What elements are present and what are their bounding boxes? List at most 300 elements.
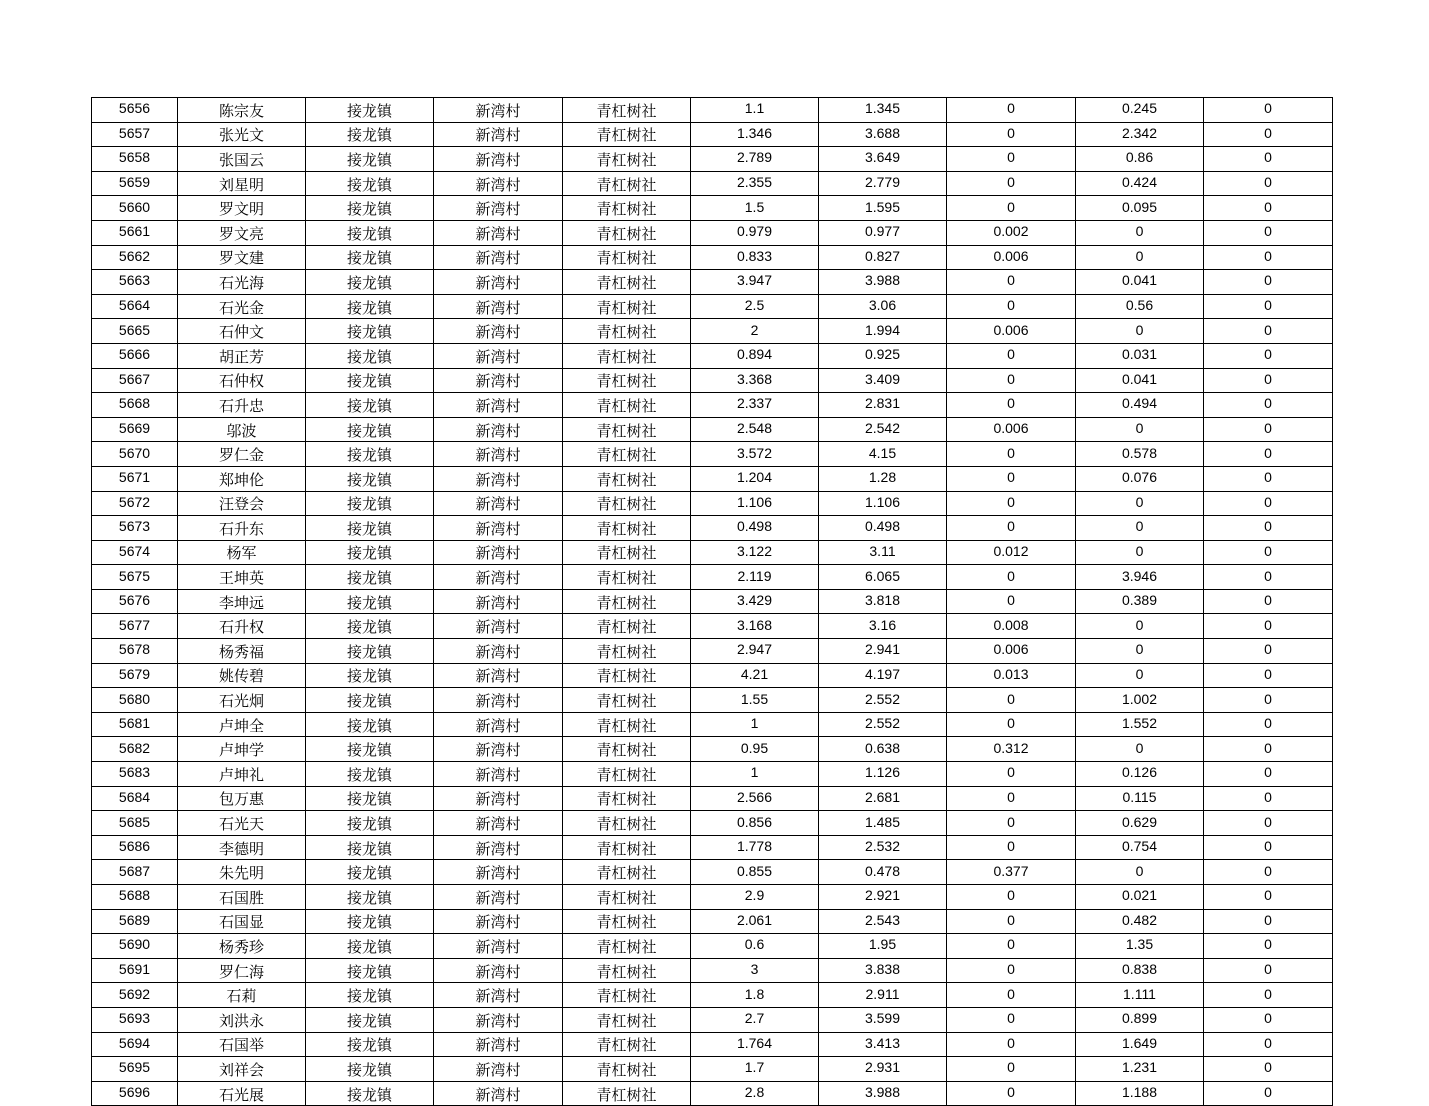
value-b-cell: 2.543 bbox=[819, 909, 947, 934]
value-e-cell: 0 bbox=[1204, 909, 1333, 934]
value-c-cell: 0 bbox=[947, 688, 1076, 713]
value-c-cell: 0 bbox=[947, 466, 1076, 491]
value-a-cell: 1.7 bbox=[691, 1057, 819, 1082]
town-cell: 接龙镇 bbox=[306, 270, 434, 295]
village-cell: 新湾村 bbox=[434, 811, 563, 836]
value-a-cell: 1.106 bbox=[691, 491, 819, 516]
community-cell: 青杠树社 bbox=[563, 343, 691, 368]
village-cell: 新湾村 bbox=[434, 270, 563, 295]
row-id-cell: 5689 bbox=[92, 909, 178, 934]
village-cell: 新湾村 bbox=[434, 417, 563, 442]
row-id-cell: 5675 bbox=[92, 565, 178, 590]
town-cell: 接龙镇 bbox=[306, 491, 434, 516]
community-cell: 青杠树社 bbox=[563, 196, 691, 221]
value-d-cell: 3.946 bbox=[1076, 565, 1204, 590]
value-e-cell: 0 bbox=[1204, 294, 1333, 319]
village-cell: 新湾村 bbox=[434, 712, 563, 737]
village-cell: 新湾村 bbox=[434, 516, 563, 541]
value-c-cell: 0 bbox=[947, 786, 1076, 811]
town-cell: 接龙镇 bbox=[306, 98, 434, 123]
town-cell: 接龙镇 bbox=[306, 688, 434, 713]
name-cell: 石光炯 bbox=[178, 688, 306, 713]
name-cell: 卢坤学 bbox=[178, 737, 306, 762]
community-cell: 青杠树社 bbox=[563, 245, 691, 270]
town-cell: 接龙镇 bbox=[306, 147, 434, 172]
town-cell: 接龙镇 bbox=[306, 835, 434, 860]
value-e-cell: 0 bbox=[1204, 393, 1333, 418]
value-b-cell: 2.552 bbox=[819, 688, 947, 713]
row-id-cell: 5679 bbox=[92, 663, 178, 688]
town-cell: 接龙镇 bbox=[306, 122, 434, 147]
value-b-cell: 3.409 bbox=[819, 368, 947, 393]
community-cell: 青杠树社 bbox=[563, 934, 691, 959]
name-cell: 杨秀福 bbox=[178, 639, 306, 664]
value-e-cell: 0 bbox=[1204, 343, 1333, 368]
value-e-cell: 0 bbox=[1204, 737, 1333, 762]
community-cell: 青杠树社 bbox=[563, 442, 691, 467]
table-row bbox=[92, 958, 1333, 983]
name-cell: 石光海 bbox=[178, 270, 306, 295]
village-cell: 新湾村 bbox=[434, 835, 563, 860]
value-a-cell: 2.119 bbox=[691, 565, 819, 590]
community-cell: 青杠树社 bbox=[563, 122, 691, 147]
town-cell: 接龙镇 bbox=[306, 1007, 434, 1032]
village-cell: 新湾村 bbox=[434, 860, 563, 885]
row-id-cell: 5656 bbox=[92, 98, 178, 123]
town-cell: 接龙镇 bbox=[306, 983, 434, 1008]
value-c-cell: 0 bbox=[947, 762, 1076, 787]
row-id-cell: 5671 bbox=[92, 466, 178, 491]
village-cell: 新湾村 bbox=[434, 245, 563, 270]
value-d-cell: 0.076 bbox=[1076, 466, 1204, 491]
value-e-cell: 0 bbox=[1204, 1081, 1333, 1106]
community-cell: 青杠树社 bbox=[563, 835, 691, 860]
value-d-cell: 0.754 bbox=[1076, 835, 1204, 860]
value-e-cell: 0 bbox=[1204, 98, 1333, 123]
value-e-cell: 0 bbox=[1204, 663, 1333, 688]
table-row bbox=[92, 417, 1333, 442]
name-cell: 张光文 bbox=[178, 122, 306, 147]
name-cell: 杨军 bbox=[178, 540, 306, 565]
value-d-cell: 0.126 bbox=[1076, 762, 1204, 787]
value-d-cell: 1.649 bbox=[1076, 1032, 1204, 1057]
value-a-cell: 2.8 bbox=[691, 1081, 819, 1106]
table-row bbox=[92, 614, 1333, 639]
value-c-cell: 0 bbox=[947, 147, 1076, 172]
value-a-cell: 1.204 bbox=[691, 466, 819, 491]
village-cell: 新湾村 bbox=[434, 639, 563, 664]
value-d-cell: 0.899 bbox=[1076, 1007, 1204, 1032]
value-c-cell: 0 bbox=[947, 491, 1076, 516]
town-cell: 接龙镇 bbox=[306, 762, 434, 787]
name-cell: 石光展 bbox=[178, 1081, 306, 1106]
village-cell: 新湾村 bbox=[434, 1032, 563, 1057]
value-a-cell: 0.855 bbox=[691, 860, 819, 885]
value-b-cell: 1.994 bbox=[819, 319, 947, 344]
value-e-cell: 0 bbox=[1204, 368, 1333, 393]
village-cell: 新湾村 bbox=[434, 368, 563, 393]
table-row bbox=[92, 663, 1333, 688]
town-cell: 接龙镇 bbox=[306, 934, 434, 959]
village-cell: 新湾村 bbox=[434, 737, 563, 762]
value-b-cell: 2.941 bbox=[819, 639, 947, 664]
village-cell: 新湾村 bbox=[434, 98, 563, 123]
town-cell: 接龙镇 bbox=[306, 1057, 434, 1082]
value-c-cell: 0.013 bbox=[947, 663, 1076, 688]
value-e-cell: 0 bbox=[1204, 319, 1333, 344]
value-d-cell: 0 bbox=[1076, 245, 1204, 270]
value-c-cell: 0 bbox=[947, 368, 1076, 393]
row-id-cell: 5691 bbox=[92, 958, 178, 983]
value-c-cell: 0.006 bbox=[947, 319, 1076, 344]
value-b-cell: 4.197 bbox=[819, 663, 947, 688]
value-c-cell: 0 bbox=[947, 171, 1076, 196]
value-a-cell: 3 bbox=[691, 958, 819, 983]
value-c-cell: 0 bbox=[947, 811, 1076, 836]
value-e-cell: 0 bbox=[1204, 958, 1333, 983]
village-cell: 新湾村 bbox=[434, 1007, 563, 1032]
value-b-cell: 2.542 bbox=[819, 417, 947, 442]
table-row bbox=[92, 589, 1333, 614]
row-id-cell: 5695 bbox=[92, 1057, 178, 1082]
row-id-cell: 5668 bbox=[92, 393, 178, 418]
value-a-cell: 0.833 bbox=[691, 245, 819, 270]
village-cell: 新湾村 bbox=[434, 294, 563, 319]
value-a-cell: 3.947 bbox=[691, 270, 819, 295]
value-a-cell: 1.55 bbox=[691, 688, 819, 713]
community-cell: 青杠树社 bbox=[563, 860, 691, 885]
value-a-cell: 2.947 bbox=[691, 639, 819, 664]
community-cell: 青杠树社 bbox=[563, 393, 691, 418]
town-cell: 接龙镇 bbox=[306, 319, 434, 344]
name-cell: 罗文亮 bbox=[178, 220, 306, 245]
value-a-cell: 3.168 bbox=[691, 614, 819, 639]
row-id-cell: 5661 bbox=[92, 220, 178, 245]
value-d-cell: 0 bbox=[1076, 663, 1204, 688]
town-cell: 接龙镇 bbox=[306, 368, 434, 393]
value-b-cell: 3.16 bbox=[819, 614, 947, 639]
row-id-cell: 5678 bbox=[92, 639, 178, 664]
value-e-cell: 0 bbox=[1204, 1032, 1333, 1057]
value-a-cell: 1.5 bbox=[691, 196, 819, 221]
town-cell: 接龙镇 bbox=[306, 860, 434, 885]
row-id-cell: 5686 bbox=[92, 835, 178, 860]
value-b-cell: 1.126 bbox=[819, 762, 947, 787]
value-b-cell: 3.818 bbox=[819, 589, 947, 614]
value-d-cell: 0 bbox=[1076, 860, 1204, 885]
value-b-cell: 3.649 bbox=[819, 147, 947, 172]
village-cell: 新湾村 bbox=[434, 147, 563, 172]
table-row bbox=[92, 983, 1333, 1008]
value-d-cell: 0.578 bbox=[1076, 442, 1204, 467]
value-b-cell: 3.838 bbox=[819, 958, 947, 983]
town-cell: 接龙镇 bbox=[306, 1032, 434, 1057]
name-cell: 卢坤全 bbox=[178, 712, 306, 737]
value-c-cell: 0 bbox=[947, 270, 1076, 295]
table-row bbox=[92, 491, 1333, 516]
name-cell: 张国云 bbox=[178, 147, 306, 172]
value-c-cell: 0 bbox=[947, 835, 1076, 860]
value-d-cell: 1.35 bbox=[1076, 934, 1204, 959]
table-row bbox=[92, 565, 1333, 590]
value-d-cell: 0 bbox=[1076, 639, 1204, 664]
community-cell: 青杠树社 bbox=[563, 171, 691, 196]
row-id-cell: 5677 bbox=[92, 614, 178, 639]
table-row bbox=[92, 909, 1333, 934]
village-cell: 新湾村 bbox=[434, 196, 563, 221]
community-cell: 青杠树社 bbox=[563, 958, 691, 983]
value-c-cell: 0.006 bbox=[947, 417, 1076, 442]
village-cell: 新湾村 bbox=[434, 122, 563, 147]
value-a-cell: 2.7 bbox=[691, 1007, 819, 1032]
value-c-cell: 0.006 bbox=[947, 639, 1076, 664]
value-b-cell: 1.485 bbox=[819, 811, 947, 836]
village-cell: 新湾村 bbox=[434, 319, 563, 344]
row-id-cell: 5681 bbox=[92, 712, 178, 737]
value-e-cell: 0 bbox=[1204, 516, 1333, 541]
row-id-cell: 5658 bbox=[92, 147, 178, 172]
town-cell: 接龙镇 bbox=[306, 516, 434, 541]
town-cell: 接龙镇 bbox=[306, 885, 434, 910]
town-cell: 接龙镇 bbox=[306, 466, 434, 491]
value-b-cell: 3.688 bbox=[819, 122, 947, 147]
town-cell: 接龙镇 bbox=[306, 417, 434, 442]
town-cell: 接龙镇 bbox=[306, 1081, 434, 1106]
value-b-cell: 3.988 bbox=[819, 1081, 947, 1106]
value-e-cell: 0 bbox=[1204, 811, 1333, 836]
row-id-cell: 5684 bbox=[92, 786, 178, 811]
town-cell: 接龙镇 bbox=[306, 294, 434, 319]
table-row bbox=[92, 885, 1333, 910]
town-cell: 接龙镇 bbox=[306, 786, 434, 811]
town-cell: 接龙镇 bbox=[306, 565, 434, 590]
town-cell: 接龙镇 bbox=[306, 958, 434, 983]
value-b-cell: 1.595 bbox=[819, 196, 947, 221]
village-cell: 新湾村 bbox=[434, 614, 563, 639]
community-cell: 青杠树社 bbox=[563, 466, 691, 491]
table-row bbox=[92, 245, 1333, 270]
town-cell: 接龙镇 bbox=[306, 343, 434, 368]
value-c-cell: 0 bbox=[947, 122, 1076, 147]
row-id-cell: 5667 bbox=[92, 368, 178, 393]
value-e-cell: 0 bbox=[1204, 712, 1333, 737]
value-d-cell: 0.424 bbox=[1076, 171, 1204, 196]
town-cell: 接龙镇 bbox=[306, 171, 434, 196]
name-cell: 石仲权 bbox=[178, 368, 306, 393]
value-c-cell: 0 bbox=[947, 909, 1076, 934]
village-cell: 新湾村 bbox=[434, 885, 563, 910]
value-c-cell: 0 bbox=[947, 712, 1076, 737]
community-cell: 青杠树社 bbox=[563, 614, 691, 639]
value-d-cell: 0 bbox=[1076, 220, 1204, 245]
village-cell: 新湾村 bbox=[434, 934, 563, 959]
value-e-cell: 0 bbox=[1204, 934, 1333, 959]
name-cell: 石国举 bbox=[178, 1032, 306, 1057]
value-a-cell: 2.337 bbox=[691, 393, 819, 418]
village-cell: 新湾村 bbox=[434, 786, 563, 811]
town-cell: 接龙镇 bbox=[306, 589, 434, 614]
name-cell: 罗仁海 bbox=[178, 958, 306, 983]
value-a-cell: 0.95 bbox=[691, 737, 819, 762]
value-a-cell: 3.429 bbox=[691, 589, 819, 614]
value-d-cell: 0.041 bbox=[1076, 368, 1204, 393]
value-e-cell: 0 bbox=[1204, 885, 1333, 910]
row-id-cell: 5676 bbox=[92, 589, 178, 614]
name-cell: 石升忠 bbox=[178, 393, 306, 418]
value-b-cell: 3.599 bbox=[819, 1007, 947, 1032]
table-row bbox=[92, 639, 1333, 664]
value-b-cell: 0.638 bbox=[819, 737, 947, 762]
value-a-cell: 2.355 bbox=[691, 171, 819, 196]
community-cell: 青杠树社 bbox=[563, 417, 691, 442]
value-c-cell: 0 bbox=[947, 885, 1076, 910]
community-cell: 青杠树社 bbox=[563, 1032, 691, 1057]
community-cell: 青杠树社 bbox=[563, 294, 691, 319]
value-e-cell: 0 bbox=[1204, 122, 1333, 147]
table-row bbox=[92, 516, 1333, 541]
value-c-cell: 0 bbox=[947, 1007, 1076, 1032]
village-cell: 新湾村 bbox=[434, 688, 563, 713]
name-cell: 邬波 bbox=[178, 417, 306, 442]
value-a-cell: 2.061 bbox=[691, 909, 819, 934]
value-c-cell: 0 bbox=[947, 516, 1076, 541]
value-c-cell: 0.312 bbox=[947, 737, 1076, 762]
value-b-cell: 2.911 bbox=[819, 983, 947, 1008]
value-d-cell: 1.002 bbox=[1076, 688, 1204, 713]
value-a-cell: 2.566 bbox=[691, 786, 819, 811]
value-b-cell: 3.413 bbox=[819, 1032, 947, 1057]
value-c-cell: 0 bbox=[947, 934, 1076, 959]
village-cell: 新湾村 bbox=[434, 491, 563, 516]
community-cell: 青杠树社 bbox=[563, 147, 691, 172]
value-c-cell: 0 bbox=[947, 196, 1076, 221]
row-id-cell: 5660 bbox=[92, 196, 178, 221]
town-cell: 接龙镇 bbox=[306, 811, 434, 836]
village-cell: 新湾村 bbox=[434, 983, 563, 1008]
value-e-cell: 0 bbox=[1204, 860, 1333, 885]
value-a-cell: 1.764 bbox=[691, 1032, 819, 1057]
value-a-cell: 1.778 bbox=[691, 835, 819, 860]
name-cell: 石国显 bbox=[178, 909, 306, 934]
value-d-cell: 0.494 bbox=[1076, 393, 1204, 418]
value-a-cell: 2.789 bbox=[691, 147, 819, 172]
value-a-cell: 1.346 bbox=[691, 122, 819, 147]
village-cell: 新湾村 bbox=[434, 958, 563, 983]
value-a-cell: 1.8 bbox=[691, 983, 819, 1008]
row-id-cell: 5669 bbox=[92, 417, 178, 442]
table-row bbox=[92, 1081, 1333, 1106]
name-cell: 罗文明 bbox=[178, 196, 306, 221]
name-cell: 石升权 bbox=[178, 614, 306, 639]
village-cell: 新湾村 bbox=[434, 442, 563, 467]
table-row bbox=[92, 860, 1333, 885]
value-e-cell: 0 bbox=[1204, 639, 1333, 664]
community-cell: 青杠树社 bbox=[563, 589, 691, 614]
value-e-cell: 0 bbox=[1204, 762, 1333, 787]
value-c-cell: 0 bbox=[947, 1057, 1076, 1082]
value-c-cell: 0 bbox=[947, 958, 1076, 983]
row-id-cell: 5662 bbox=[92, 245, 178, 270]
row-id-cell: 5672 bbox=[92, 491, 178, 516]
value-d-cell: 0.031 bbox=[1076, 343, 1204, 368]
value-c-cell: 0 bbox=[947, 983, 1076, 1008]
row-id-cell: 5696 bbox=[92, 1081, 178, 1106]
value-d-cell: 0.629 bbox=[1076, 811, 1204, 836]
value-d-cell: 0.021 bbox=[1076, 885, 1204, 910]
name-cell: 石国胜 bbox=[178, 885, 306, 910]
community-cell: 青杠树社 bbox=[563, 737, 691, 762]
value-e-cell: 0 bbox=[1204, 491, 1333, 516]
name-cell: 刘星明 bbox=[178, 171, 306, 196]
value-c-cell: 0.012 bbox=[947, 540, 1076, 565]
value-e-cell: 0 bbox=[1204, 466, 1333, 491]
value-a-cell: 4.21 bbox=[691, 663, 819, 688]
value-c-cell: 0 bbox=[947, 343, 1076, 368]
table-row bbox=[92, 368, 1333, 393]
value-e-cell: 0 bbox=[1204, 196, 1333, 221]
row-id-cell: 5685 bbox=[92, 811, 178, 836]
table-row bbox=[92, 442, 1333, 467]
name-cell: 刘祥会 bbox=[178, 1057, 306, 1082]
row-id-cell: 5688 bbox=[92, 885, 178, 910]
value-a-cell: 0.6 bbox=[691, 934, 819, 959]
value-e-cell: 0 bbox=[1204, 1007, 1333, 1032]
row-id-cell: 5694 bbox=[92, 1032, 178, 1057]
name-cell: 杨秀珍 bbox=[178, 934, 306, 959]
value-c-cell: 0 bbox=[947, 393, 1076, 418]
value-e-cell: 0 bbox=[1204, 171, 1333, 196]
value-d-cell: 0 bbox=[1076, 516, 1204, 541]
value-b-cell: 0.925 bbox=[819, 343, 947, 368]
value-a-cell: 0.894 bbox=[691, 343, 819, 368]
name-cell: 卢坤礼 bbox=[178, 762, 306, 787]
row-id-cell: 5666 bbox=[92, 343, 178, 368]
value-d-cell: 0 bbox=[1076, 737, 1204, 762]
value-b-cell: 6.065 bbox=[819, 565, 947, 590]
name-cell: 陈宗友 bbox=[178, 98, 306, 123]
village-cell: 新湾村 bbox=[434, 393, 563, 418]
value-b-cell: 2.681 bbox=[819, 786, 947, 811]
value-e-cell: 0 bbox=[1204, 983, 1333, 1008]
value-d-cell: 0 bbox=[1076, 319, 1204, 344]
value-b-cell: 2.779 bbox=[819, 171, 947, 196]
row-id-cell: 5682 bbox=[92, 737, 178, 762]
row-id-cell: 5683 bbox=[92, 762, 178, 787]
value-b-cell: 3.988 bbox=[819, 270, 947, 295]
table-row bbox=[92, 270, 1333, 295]
value-e-cell: 0 bbox=[1204, 220, 1333, 245]
table-row bbox=[92, 98, 1333, 123]
community-cell: 青杠树社 bbox=[563, 663, 691, 688]
name-cell: 石仲文 bbox=[178, 319, 306, 344]
row-id-cell: 5680 bbox=[92, 688, 178, 713]
name-cell: 罗文建 bbox=[178, 245, 306, 270]
value-b-cell: 3.11 bbox=[819, 540, 947, 565]
value-b-cell: 1.106 bbox=[819, 491, 947, 516]
community-cell: 青杠树社 bbox=[563, 1057, 691, 1082]
table-row bbox=[92, 294, 1333, 319]
table-row bbox=[92, 712, 1333, 737]
town-cell: 接龙镇 bbox=[306, 196, 434, 221]
value-d-cell: 0.115 bbox=[1076, 786, 1204, 811]
community-cell: 青杠树社 bbox=[563, 811, 691, 836]
community-cell: 青杠树社 bbox=[563, 540, 691, 565]
village-cell: 新湾村 bbox=[434, 1057, 563, 1082]
community-cell: 青杠树社 bbox=[563, 639, 691, 664]
value-d-cell: 0.245 bbox=[1076, 98, 1204, 123]
town-cell: 接龙镇 bbox=[306, 614, 434, 639]
town-cell: 接龙镇 bbox=[306, 639, 434, 664]
